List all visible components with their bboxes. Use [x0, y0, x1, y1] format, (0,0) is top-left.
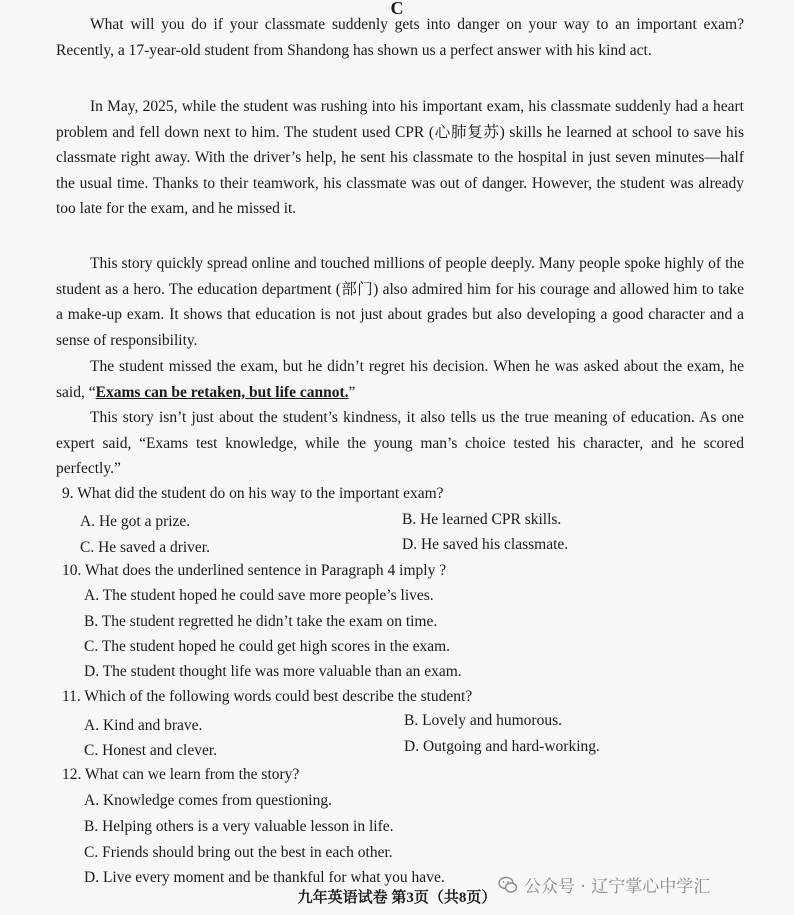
- q9-option-c[interactable]: C. He saved a driver.: [80, 539, 210, 556]
- question-9: 9. What did the student do on his way to the important exam?: [62, 485, 444, 502]
- question-12: 12. What can we learn from the story?: [62, 766, 300, 783]
- q9-option-b[interactable]: B. He learned CPR skills.: [402, 511, 562, 528]
- paragraph-2: In May, 2025, while the student was rushing into his important exam, his classmate suddenly had a heart problem and fell down next to him. The student used CPR (心肺复苏) skills he learned at school to save his classmate right away. With the driver’s help, he sent his classmate to the hospital in just seven minutes—half the usual time. Thanks to their teamwork, his classmate was out of danger. However, the student was already too late for the exam, and he missed it.: [56, 98, 744, 218]
- q10-option-c[interactable]: C. The student hoped he could get high scores in the exam.: [84, 638, 451, 655]
- q11-option-b[interactable]: B. Lovely and humorous.: [404, 712, 562, 729]
- q9-option-d[interactable]: D. He saved his classmate.: [402, 536, 569, 553]
- q9-option-a[interactable]: A. He got a prize.: [80, 513, 191, 530]
- section-heading: C: [390, 0, 404, 18]
- q12-option-d[interactable]: D. Live every moment and be thankful for what you have.: [84, 869, 445, 886]
- page-footer: 九年英语试卷 第3页（共8页）: [297, 890, 497, 906]
- paragraph-5: This story isn’t just about the student’s kindness, it also tells us the true meaning of education. As one expert said, “Exams test knowledge, while the young man’s choice tested his character, and he scored perfectly.”: [56, 409, 744, 478]
- underlined-sentence: Exams can be retaken, but life cannot.: [95, 383, 349, 401]
- wechat-icon: [498, 875, 518, 895]
- q12-option-b[interactable]: B. Helping others is a very valuable lesson in life.: [84, 818, 394, 835]
- paragraph-4: [56, 354, 744, 405]
- paragraph-1: What will you do if your classmate suddenly gets into danger on your way to an important exam? Recently, a 17-year-old student from Shandong has shown us a perfect answer with his kind act.: [56, 16, 744, 59]
- paragraph-3: This story quickly spread online and touched millions of people deeply. Many people spoke highly of the student as a hero. The education department (部门) also admired him for his courage and allowed him to take a make-up exam. It shows that education is not just about grades but also developing a good character and a sense of responsibility.: [56, 255, 744, 349]
- q11-option-a[interactable]: A. Kind and brave.: [84, 717, 203, 734]
- question-11: 11. Which of the following words could best describe the student?: [62, 688, 473, 705]
- q12-option-c[interactable]: C. Friends should bring out the best in each other.: [84, 844, 393, 861]
- paragraph-4-text: The student missed the exam, but he didn’t regret his decision. When he was asked about the exam, he said, “: [56, 358, 744, 401]
- watermark-text: 公众号 · 辽宁掌心中学汇: [524, 877, 711, 897]
- q12-option-a[interactable]: A. Knowledge comes from questioning.: [84, 792, 332, 809]
- q10-option-b[interactable]: B. The student regretted he didn’t take the exam on time.: [84, 613, 438, 630]
- q11-option-d[interactable]: D. Outgoing and hard-working.: [404, 738, 600, 755]
- q11-option-c[interactable]: C. Honest and clever.: [84, 742, 218, 759]
- q10-option-d[interactable]: D. The student thought life was more valuable than an exam.: [84, 663, 462, 680]
- q10-option-a[interactable]: A. The student hoped he could save more people’s lives.: [84, 587, 434, 604]
- paragraph-4-end: ”: [348, 383, 356, 401]
- watermark: [498, 872, 710, 897]
- question-10: 10. What does the underlined sentence in Paragraph 4 imply ?: [62, 562, 447, 579]
